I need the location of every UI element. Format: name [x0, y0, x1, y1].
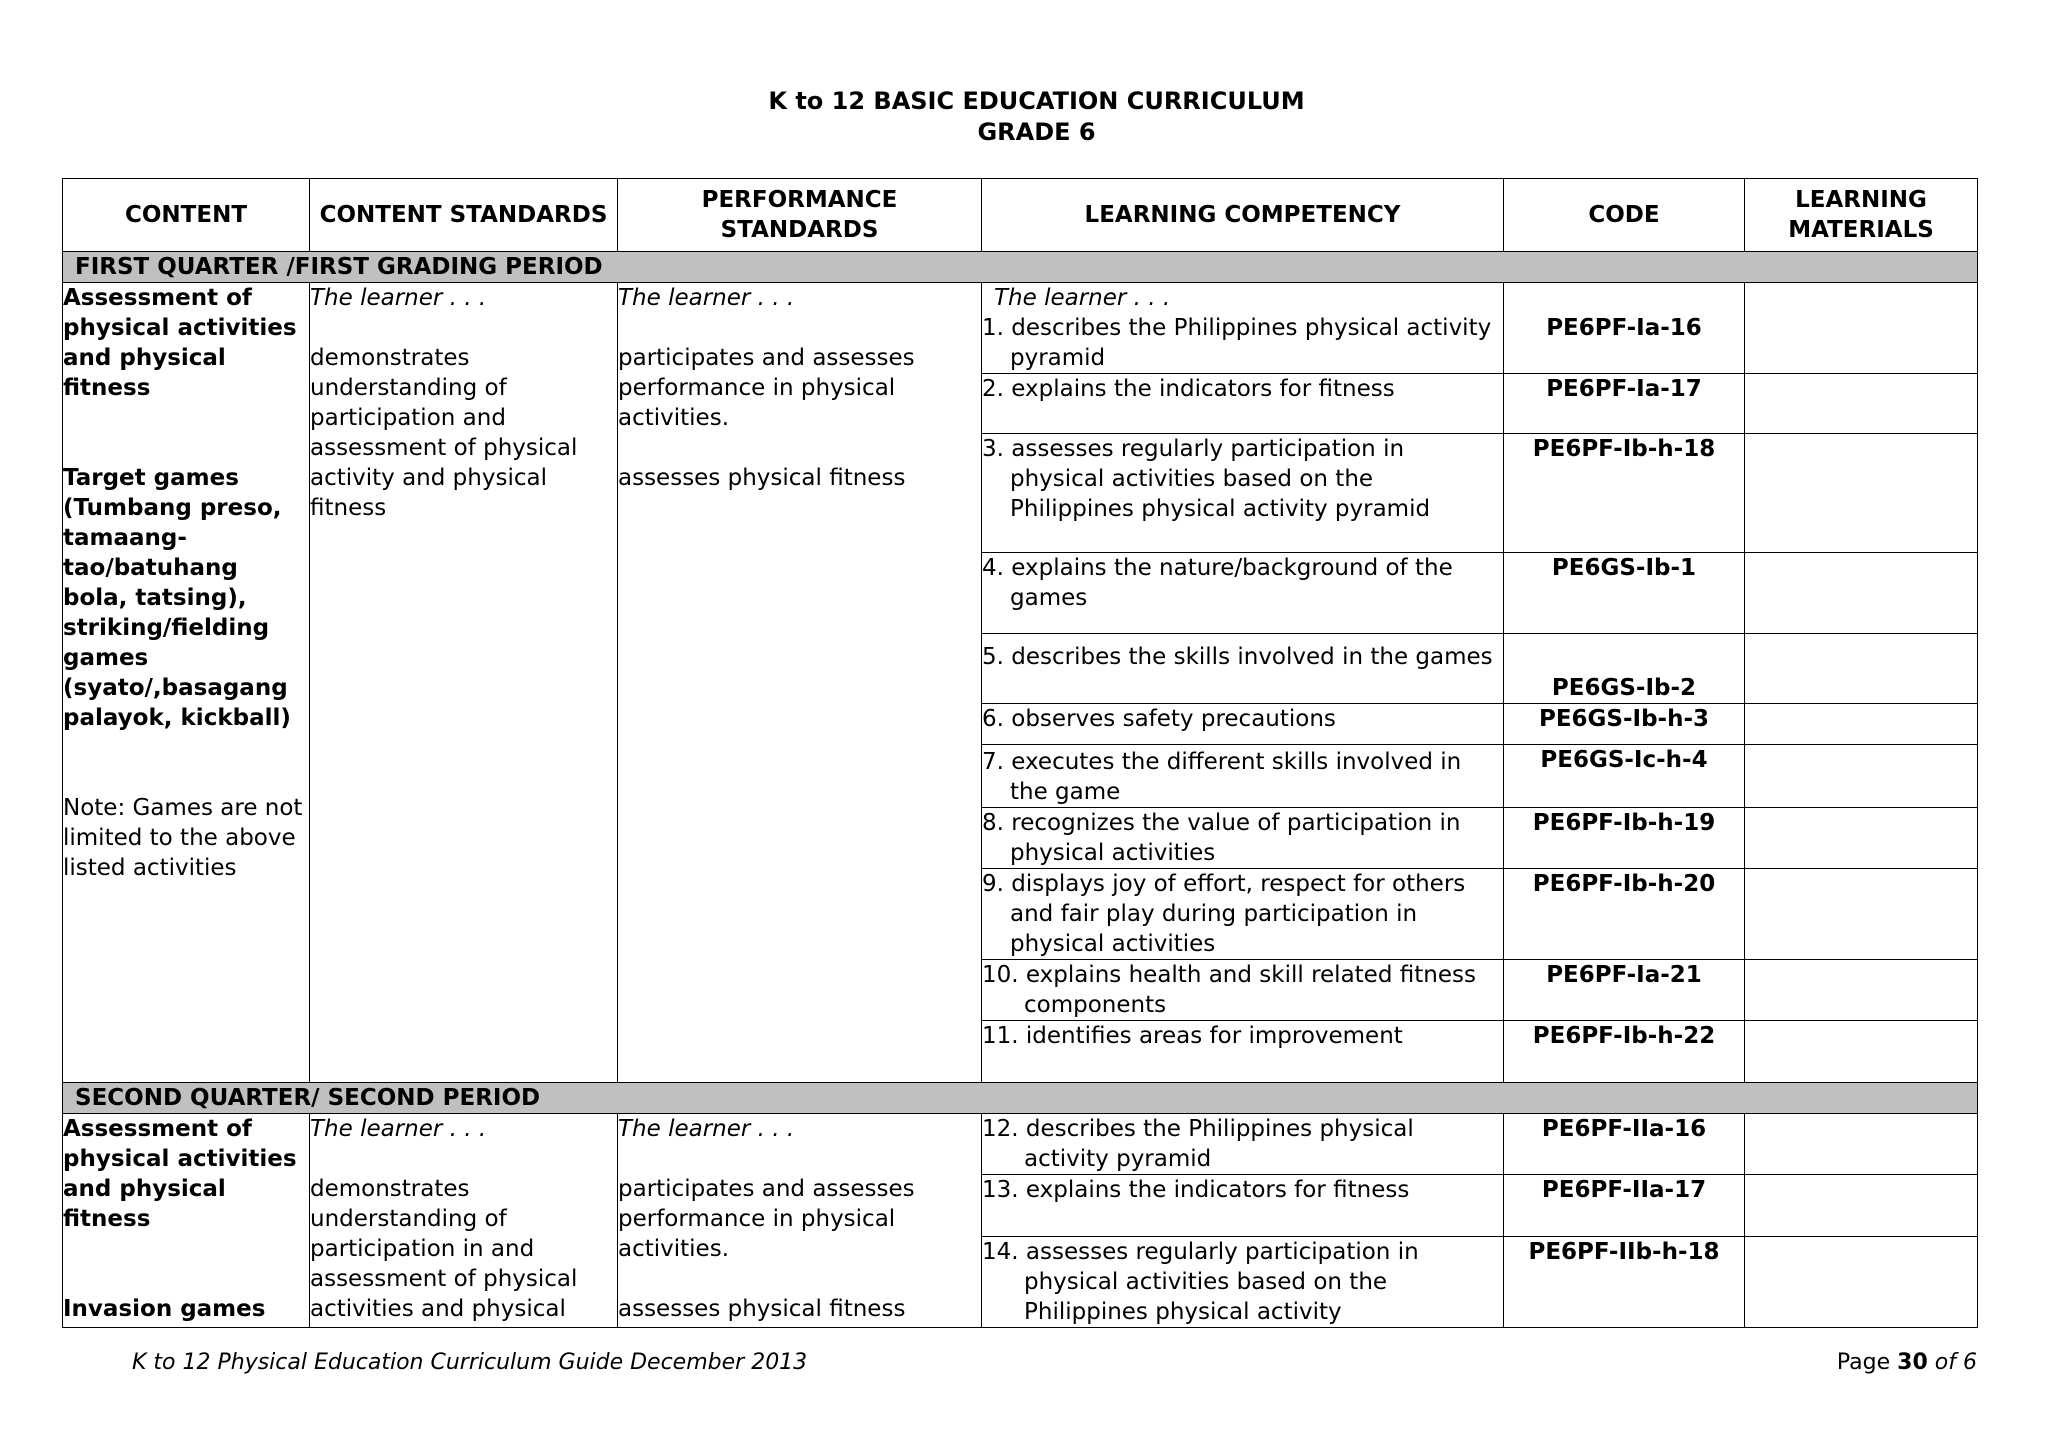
competency-text: explains health and skill related fitness components	[1024, 962, 1476, 1018]
competency-text: assesses regularly participation in physical activities based on the Philippines physical activity pyramid	[1010, 436, 1431, 522]
title-line-2: GRADE 6	[977, 118, 1096, 146]
table-row	[63, 283, 1978, 314]
competency-text: describes the skills involved in the games	[1011, 644, 1493, 670]
quarter-heading-row	[63, 1083, 1978, 1114]
learning-materials-cell	[1745, 960, 1978, 1021]
header-row	[63, 179, 1978, 252]
learning-materials-cell	[1745, 1021, 1978, 1083]
competency-text: executes the different skills involved in the game	[1010, 749, 1462, 805]
title-line-1: K to 12 BASIC EDUCATION CURRICULUM	[768, 87, 1305, 115]
first-quarter-heading: FIRST QUARTER /FIRST GRADING PERIOD	[63, 252, 1978, 283]
table-row: 9. displays joy of effort, respect for others and fair play during participation in physical activities PE6PF-Ib-h-20	[63, 869, 1978, 960]
competency-code: PE6PF-Ib-h-18	[1504, 434, 1745, 553]
competency-text: identifies areas for improvement	[1025, 1023, 1403, 1049]
q2-ps-lead: The learner . . .	[618, 1116, 795, 1142]
q1-content-note: Note: Games are not limited to the above listed activities	[63, 795, 303, 881]
competency-code: PE6PF-Ib-h-20	[1504, 869, 1745, 960]
competency-code: PE6GS-Ib-h-3	[1504, 704, 1745, 745]
q1-content-standards-cell	[310, 283, 618, 1083]
col-header-content: CONTENT	[63, 179, 310, 252]
q2-content-games: Invasion games	[63, 1296, 266, 1322]
competency-text: recognizes the value of participation in physical activities	[1010, 810, 1461, 866]
q2-ps-text-2: assesses physical fitness	[618, 1296, 906, 1322]
q1-content-cell	[63, 283, 310, 1083]
q1-content-title: Assessment of physical activities and physical fitness	[63, 285, 297, 401]
document-title	[0, 86, 2048, 148]
table-row: 10. explains health and skill related fitness components PE6PF-Ia-21	[63, 960, 1978, 1021]
competency-code: PE6PF-Ib-h-19	[1504, 808, 1745, 869]
learning-materials-cell	[1745, 869, 1978, 960]
competency-text: displays joy of effort, respect for others and fair play during participation in physical activities	[1010, 871, 1466, 957]
competency-text: describes the Philippines physical activity pyramid	[1024, 1116, 1414, 1172]
col-header-content-standards: CONTENT STANDARDS	[310, 179, 618, 252]
competency-code: PE6GS-Ic-h-4	[1504, 745, 1745, 808]
learning-materials-cell	[1745, 1175, 1978, 1237]
q2-content-title: Assessment of physical activities and physical fitness	[63, 1116, 297, 1232]
col-header-code: CODE	[1504, 179, 1745, 252]
q1-performance-standards-cell	[618, 283, 982, 1083]
table-row: 4. explains the nature/background of the games PE6GS-Ib-1	[63, 553, 1978, 634]
table-row: 1. describes the Philippines physical activity pyramid PE6PF-Ia-16	[63, 313, 1978, 374]
col-header-learning-materials: LEARNING MATERIALS	[1745, 179, 1978, 252]
table-row: 8. recognizes the value of participation in physical activities PE6PF-Ib-h-19	[63, 808, 1978, 869]
q2-ps-text-1: participates and assesses performance in physical activities.	[618, 1176, 915, 1262]
learning-materials-cell	[1745, 1114, 1978, 1175]
competency-code: PE6PF-IIb-h-18	[1504, 1237, 1745, 1328]
learning-materials-cell	[1745, 745, 1978, 808]
competency-code: PE6PF-IIa-17	[1504, 1175, 1745, 1237]
learning-materials-cell	[1745, 553, 1978, 634]
q2-performance-standards-cell	[618, 1114, 982, 1328]
competency-text: explains the nature/background of the games	[1010, 555, 1453, 611]
learning-materials-cell	[1745, 1237, 1978, 1328]
learning-materials-cell	[1745, 704, 1978, 745]
quarter-heading-row	[63, 252, 1978, 283]
learning-materials-cell	[1745, 313, 1978, 374]
footer-guide-title: K to 12 Physical Education Curriculum Guide December 2013	[132, 1350, 808, 1375]
col-header-performance-standards: PERFORMANCE STANDARDS	[618, 179, 982, 252]
col-header-learning-competency: LEARNING COMPETENCY	[982, 179, 1504, 252]
competency-code: PE6PF-Ia-16	[1504, 313, 1745, 374]
table-row: 2. explains the indicators for fitness PE6PF-Ia-17	[63, 374, 1978, 434]
q2-cs-lead: The learner . . .	[310, 1116, 487, 1142]
q1-cs-lead: The learner . . .	[310, 285, 487, 311]
q2-content-cell	[63, 1114, 310, 1328]
competency-text: explains the indicators for fitness	[1025, 1177, 1410, 1203]
competency-code: PE6GS-Ib-1	[1504, 553, 1745, 634]
table-row: 6. observes safety precautions PE6GS-Ib-h-3	[63, 704, 1978, 745]
learning-materials-cell	[1745, 434, 1978, 553]
table-row: 11. identifies areas for improvement PE6PF-Ib-h-22	[63, 1021, 1978, 1083]
competency-text: describes the Philippines physical activity pyramid	[1010, 315, 1492, 371]
table-row: 14. assesses regularly participation in physical activities based on the Philippines physical activity PE6PF-IIb-h-18	[63, 1237, 1978, 1328]
table-row: Assessment of physical activities and physical fitness Invasion games The learner . . . demonstrates understanding of participation in and assessment of physical activities and physical The learner . . . participates and assesses performance in physical activities. assesses physical fitness 12. describes the Philippines physical activity pyramid PE6PF-IIa-16	[63, 1114, 1978, 1175]
table-row: 13. explains the indicators for fitness PE6PF-IIa-17	[63, 1175, 1978, 1237]
q1-ps-text-1: participates and assesses performance in physical activities.	[618, 345, 915, 431]
q1-cs-text: demonstrates understanding of participation and assessment of physical activity and physical fitness	[310, 345, 578, 521]
q1-content-games: Target games (Tumbang preso, tamaang-tao/batuhang bola, tatsing), striking/fielding games (syato/,basagang palayok, kickball)	[63, 465, 291, 731]
competency-code: PE6PF-Ib-h-22	[1504, 1021, 1745, 1083]
competency-code: PE6PF-Ia-17	[1504, 374, 1745, 434]
q1-lc-lead: The learner . . .	[982, 283, 1504, 314]
q1-ps-lead: The learner . . .	[618, 285, 795, 311]
competency-code: PE6GS-Ib-2	[1504, 634, 1745, 704]
table-row: 7. executes the different skills involved in the game PE6GS-Ic-h-4	[63, 745, 1978, 808]
competency-code: PE6PF-Ia-21	[1504, 960, 1745, 1021]
learning-materials-cell	[1745, 374, 1978, 434]
competency-text: assesses regularly participation in physical activities based on the Philippines physical activity	[1024, 1239, 1419, 1325]
competency-text: explains the indicators for fitness	[1011, 376, 1395, 402]
curriculum-table	[62, 178, 1978, 1328]
competency-code: PE6PF-IIa-16	[1504, 1114, 1745, 1175]
learning-materials-cell	[1745, 808, 1978, 869]
q2-cs-text: demonstrates understanding of participation in and assessment of physical activities and physical	[310, 1176, 578, 1322]
table-row: 3. assesses regularly participation in physical activities based on the Philippines physical activity pyramid PE6PF-Ib-h-18	[63, 434, 1978, 553]
competency-text: observes safety precautions	[1011, 706, 1336, 732]
table-row: 5. describes the skills involved in the games PE6GS-Ib-2	[63, 634, 1978, 704]
learning-materials-cell	[1745, 634, 1978, 704]
q2-content-standards-cell	[310, 1114, 618, 1328]
second-quarter-heading: SECOND QUARTER/ SECOND PERIOD	[63, 1083, 1978, 1114]
footer-page-number: Page 30 of 6	[1836, 1350, 1977, 1375]
q1-ps-text-2: assesses physical fitness	[618, 465, 906, 491]
